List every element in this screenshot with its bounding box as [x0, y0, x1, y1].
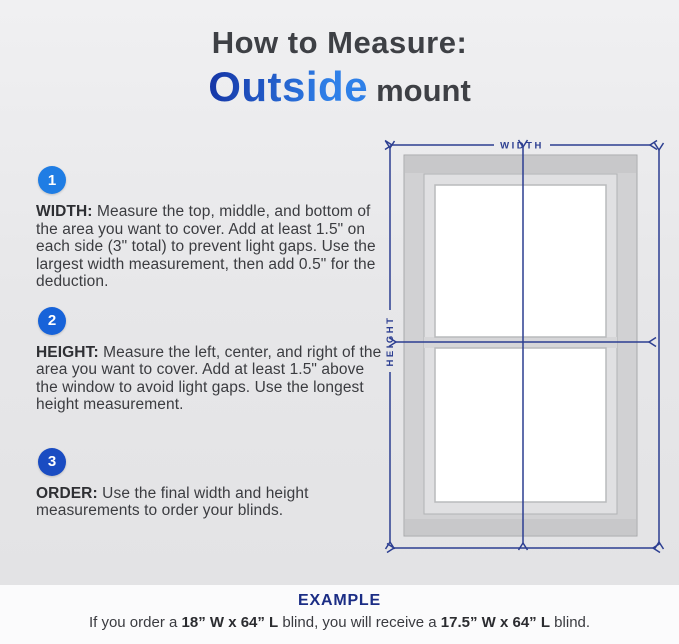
step-3-label: ORDER:	[36, 484, 98, 502]
step-1-text	[36, 203, 388, 291]
steps-list	[36, 166, 388, 536]
window-measurement-diagram	[377, 130, 673, 572]
window-glass-bottom	[435, 348, 606, 502]
window-head-band	[405, 156, 636, 173]
step-2-text	[36, 344, 388, 414]
step-3	[36, 448, 388, 520]
step-3-text	[36, 485, 388, 520]
example-ordered-size: 18” W x 64” L	[181, 614, 279, 631]
example-received-size: 17.5” W x 64” L	[440, 614, 551, 631]
window-glass-top	[435, 185, 606, 337]
step-1-body: Measure the top, middle, and bottom of the area you want to cover. Add at least 1.5" on each side (3" total) to prevent light gaps. Use the largest width measurement, then add 0.5" for the deduction.	[36, 203, 376, 290]
step-2-body: Measure the left, center, and right of the area you want to cover. Add at least 1.5" above the window to avoid light gaps. Use the longest height measurement.	[36, 343, 382, 413]
title-line1: How to Measure:	[211, 25, 468, 60]
page-title	[0, 0, 679, 120]
title-line2	[0, 64, 679, 120]
step-1	[36, 166, 388, 291]
step-2-label: HEIGHT:	[36, 343, 99, 361]
step-3-badge: 3	[38, 448, 66, 476]
example-middle: blind, you will receive a	[278, 614, 441, 631]
step-1-label: WIDTH:	[36, 203, 93, 220]
step-3-body: Use the final width and height measurements to order your blinds.	[36, 484, 309, 519]
example-heading: EXAMPLE	[298, 592, 381, 609]
height-label: HEIGHT	[385, 315, 396, 367]
example-prefix: If you order a	[88, 614, 182, 631]
title-suffix: mount	[376, 73, 471, 108]
step-1-badge: 1	[38, 166, 66, 194]
step-2	[36, 307, 388, 414]
window-illustration	[404, 155, 637, 536]
window-sill-band	[405, 519, 636, 535]
title-accent: Outside	[208, 63, 369, 110]
step-2-badge: 2	[38, 307, 66, 335]
example-suffix: blind.	[550, 614, 591, 631]
width-label: WIDTH	[500, 140, 544, 152]
example-text	[0, 614, 679, 631]
example-section	[0, 585, 679, 644]
